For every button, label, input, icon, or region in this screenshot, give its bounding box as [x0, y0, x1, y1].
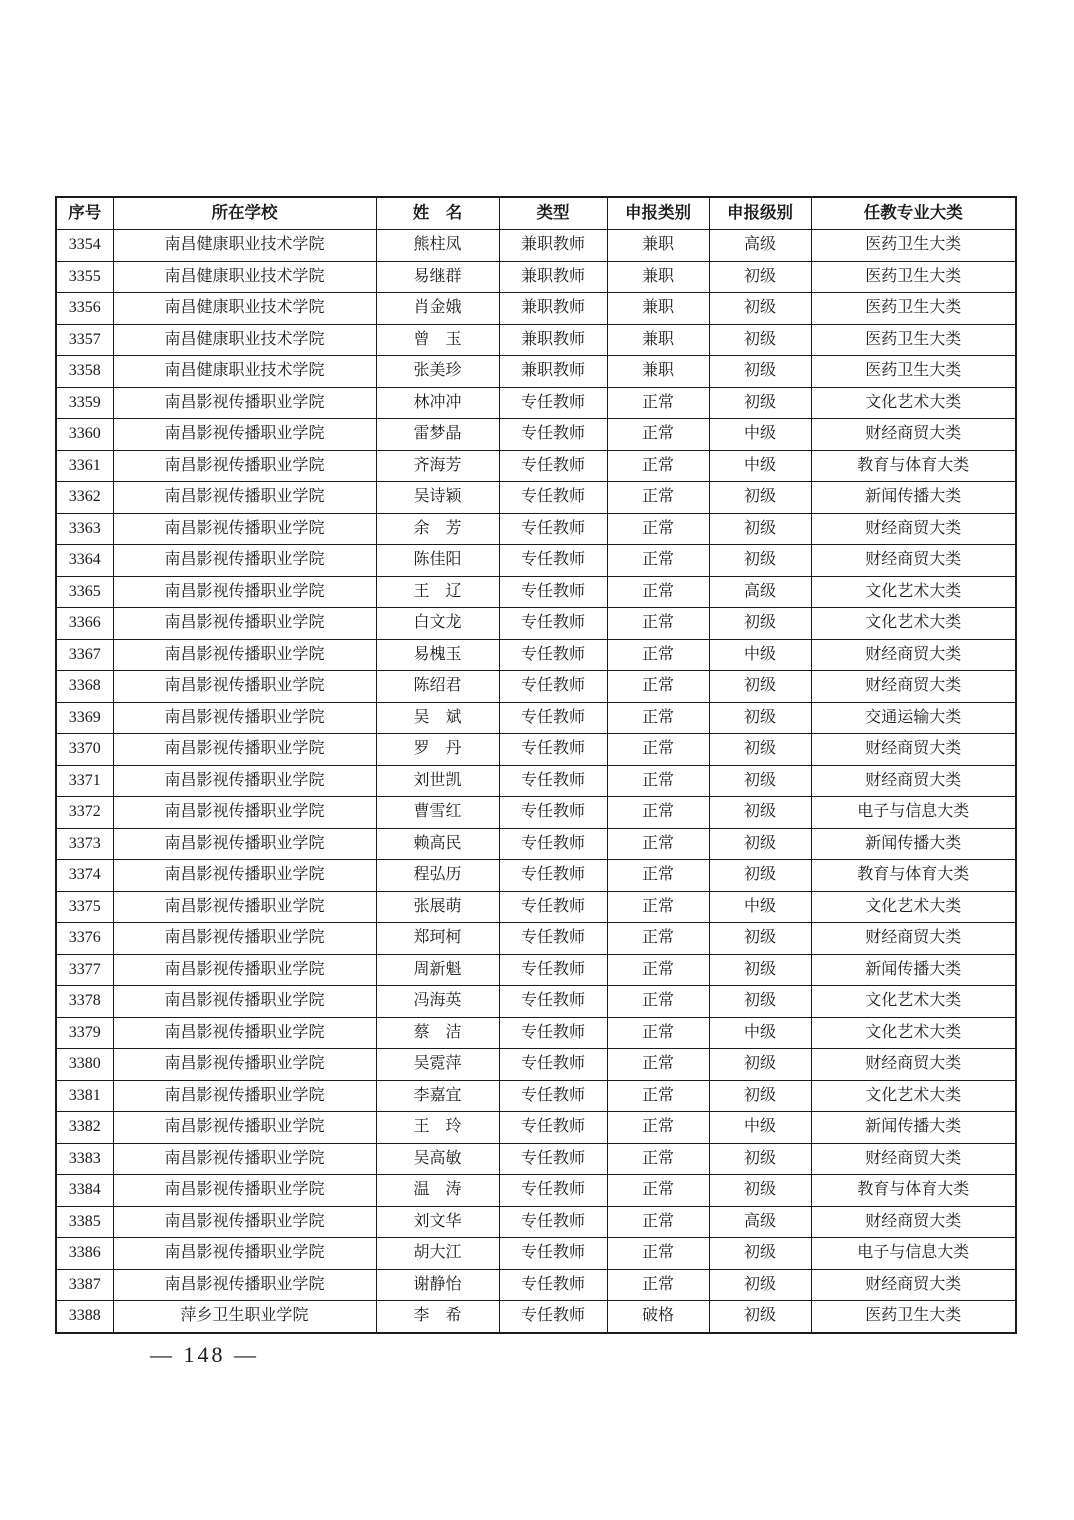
table-cell-0: 3384 — [56, 1175, 113, 1207]
table-cell-6: 文化艺术大类 — [811, 576, 1016, 608]
table-cell-3: 专任教师 — [499, 1080, 607, 1112]
table-cell-5: 高级 — [709, 230, 811, 262]
table-cell-3: 专任教师 — [499, 450, 607, 482]
table-cell-4: 正常 — [607, 1206, 709, 1238]
table-row — [56, 1080, 1016, 1112]
table-cell-6: 财经商贸大类 — [811, 1269, 1016, 1301]
table-cell-4: 正常 — [607, 1175, 709, 1207]
table-cell-5: 中级 — [709, 450, 811, 482]
table-cell-0: 3388 — [56, 1301, 113, 1333]
table-cell-5: 中级 — [709, 1017, 811, 1049]
page-number: — 148 — — [150, 1342, 259, 1367]
table-cell-1: 南昌影视传播职业学院 — [113, 986, 376, 1018]
table-cell-2: 白文龙 — [376, 608, 499, 640]
column-header-6: 任教专业大类 — [811, 197, 1016, 230]
table-cell-6: 电子与信息大类 — [811, 1238, 1016, 1270]
table-row — [56, 765, 1016, 797]
table-cell-5: 初级 — [709, 545, 811, 577]
table-cell-0: 3360 — [56, 419, 113, 451]
table-cell-1: 南昌影视传播职业学院 — [113, 702, 376, 734]
table-cell-1: 南昌影视传播职业学院 — [113, 545, 376, 577]
table-cell-2: 王 玲 — [376, 1112, 499, 1144]
table-row — [56, 356, 1016, 388]
table-cell-0: 3370 — [56, 734, 113, 766]
table-cell-4: 正常 — [607, 734, 709, 766]
table-cell-2: 张美珍 — [376, 356, 499, 388]
table-cell-5: 初级 — [709, 1049, 811, 1081]
table-cell-2: 郑珂柯 — [376, 923, 499, 955]
table-cell-3: 专任教师 — [499, 639, 607, 671]
table-cell-5: 初级 — [709, 765, 811, 797]
table-cell-3: 专任教师 — [499, 860, 607, 892]
table-cell-1: 南昌影视传播职业学院 — [113, 1049, 376, 1081]
table-cell-1: 南昌健康职业技术学院 — [113, 293, 376, 325]
table-cell-0: 3368 — [56, 671, 113, 703]
table-cell-6: 文化艺术大类 — [811, 1017, 1016, 1049]
table-row — [56, 828, 1016, 860]
table-cell-0: 3358 — [56, 356, 113, 388]
table-cell-3: 专任教师 — [499, 986, 607, 1018]
table-cell-2: 刘世凯 — [376, 765, 499, 797]
table-cell-4: 正常 — [607, 702, 709, 734]
table-cell-5: 初级 — [709, 608, 811, 640]
table-cell-1: 南昌健康职业技术学院 — [113, 324, 376, 356]
table-cell-4: 兼职 — [607, 324, 709, 356]
table-cell-5: 初级 — [709, 261, 811, 293]
column-header-1: 所在学校 — [113, 197, 376, 230]
table-cell-5: 初级 — [709, 954, 811, 986]
table-cell-3: 专任教师 — [499, 734, 607, 766]
table-cell-5: 初级 — [709, 1301, 811, 1333]
table-cell-3: 兼职教师 — [499, 230, 607, 262]
table-cell-0: 3383 — [56, 1143, 113, 1175]
table-row — [56, 1017, 1016, 1049]
table-cell-3: 专任教师 — [499, 608, 607, 640]
table-cell-6: 财经商贸大类 — [811, 734, 1016, 766]
table-cell-3: 专任教师 — [499, 797, 607, 829]
table-cell-3: 兼职教师 — [499, 356, 607, 388]
table-cell-3: 专任教师 — [499, 828, 607, 860]
table-cell-6: 财经商贸大类 — [811, 923, 1016, 955]
table-cell-4: 正常 — [607, 891, 709, 923]
table-cell-3: 专任教师 — [499, 419, 607, 451]
table-cell-3: 兼职教师 — [499, 293, 607, 325]
table-cell-3: 专任教师 — [499, 513, 607, 545]
table-row — [56, 1112, 1016, 1144]
table-cell-5: 高级 — [709, 576, 811, 608]
table-cell-6: 医药卫生大类 — [811, 1301, 1016, 1333]
table-cell-2: 李嘉宜 — [376, 1080, 499, 1112]
table-cell-5: 初级 — [709, 828, 811, 860]
table-cell-2: 刘文华 — [376, 1206, 499, 1238]
table-cell-1: 南昌影视传播职业学院 — [113, 576, 376, 608]
table-cell-2: 陈绍君 — [376, 671, 499, 703]
table-cell-2: 吴霓萍 — [376, 1049, 499, 1081]
table-cell-3: 专任教师 — [499, 891, 607, 923]
table-cell-6: 新闻传播大类 — [811, 828, 1016, 860]
table-cell-3: 专任教师 — [499, 1175, 607, 1207]
table-cell-5: 初级 — [709, 324, 811, 356]
table-cell-6: 新闻传播大类 — [811, 482, 1016, 514]
table-cell-2: 林冲冲 — [376, 387, 499, 419]
table-cell-2: 谢静怡 — [376, 1269, 499, 1301]
column-header-4: 申报类别 — [607, 197, 709, 230]
table-row — [56, 1238, 1016, 1270]
table-cell-5: 初级 — [709, 702, 811, 734]
table-cell-1: 南昌影视传播职业学院 — [113, 1206, 376, 1238]
table-cell-0: 3386 — [56, 1238, 113, 1270]
table-cell-5: 初级 — [709, 923, 811, 955]
table-cell-2: 易槐玉 — [376, 639, 499, 671]
table-cell-2: 陈佳阳 — [376, 545, 499, 577]
table-cell-6: 财经商贸大类 — [811, 1049, 1016, 1081]
table-cell-6: 医药卫生大类 — [811, 293, 1016, 325]
table-cell-5: 初级 — [709, 356, 811, 388]
table-cell-1: 南昌影视传播职业学院 — [113, 639, 376, 671]
table-cell-2: 吴 斌 — [376, 702, 499, 734]
table-row — [56, 671, 1016, 703]
table-cell-3: 专任教师 — [499, 1112, 607, 1144]
table-cell-4: 正常 — [607, 986, 709, 1018]
table-cell-4: 正常 — [607, 513, 709, 545]
table-row — [56, 450, 1016, 482]
table-cell-6: 医药卫生大类 — [811, 356, 1016, 388]
table-cell-1: 南昌健康职业技术学院 — [113, 230, 376, 262]
column-header-0: 序号 — [56, 197, 113, 230]
table-cell-1: 南昌影视传播职业学院 — [113, 954, 376, 986]
table-cell-5: 初级 — [709, 513, 811, 545]
table-cell-0: 3375 — [56, 891, 113, 923]
table-cell-6: 文化艺术大类 — [811, 1080, 1016, 1112]
table-cell-0: 3372 — [56, 797, 113, 829]
table-cell-5: 初级 — [709, 1175, 811, 1207]
table-cell-4: 正常 — [607, 387, 709, 419]
table-cell-4: 兼职 — [607, 293, 709, 325]
table-cell-1: 南昌影视传播职业学院 — [113, 1269, 376, 1301]
table-cell-2: 周新魁 — [376, 954, 499, 986]
table-cell-1: 南昌影视传播职业学院 — [113, 828, 376, 860]
table-cell-4: 兼职 — [607, 230, 709, 262]
table-cell-3: 专任教师 — [499, 702, 607, 734]
table-cell-2: 张展萌 — [376, 891, 499, 923]
table-cell-4: 正常 — [607, 482, 709, 514]
table-row — [56, 419, 1016, 451]
table-cell-4: 正常 — [607, 1112, 709, 1144]
table-row — [56, 1301, 1016, 1333]
table-cell-5: 初级 — [709, 734, 811, 766]
table-cell-4: 正常 — [607, 1017, 709, 1049]
table-cell-4: 正常 — [607, 671, 709, 703]
table-cell-4: 正常 — [607, 1080, 709, 1112]
table-cell-3: 兼职教师 — [499, 261, 607, 293]
table-cell-1: 南昌影视传播职业学院 — [113, 419, 376, 451]
table-cell-6: 财经商贸大类 — [811, 419, 1016, 451]
table-cell-1: 南昌影视传播职业学院 — [113, 482, 376, 514]
table-row — [56, 1143, 1016, 1175]
table-row — [56, 891, 1016, 923]
table-cell-4: 正常 — [607, 608, 709, 640]
table-cell-5: 高级 — [709, 1206, 811, 1238]
table-cell-5: 初级 — [709, 1269, 811, 1301]
table-cell-0: 3381 — [56, 1080, 113, 1112]
table-cell-0: 3362 — [56, 482, 113, 514]
table-cell-1: 南昌影视传播职业学院 — [113, 608, 376, 640]
table-cell-1: 南昌健康职业技术学院 — [113, 261, 376, 293]
table-cell-6: 文化艺术大类 — [811, 891, 1016, 923]
teacher-roster-table — [55, 196, 1017, 1334]
table-cell-2: 肖金娥 — [376, 293, 499, 325]
table-cell-6: 交通运输大类 — [811, 702, 1016, 734]
table-cell-0: 3357 — [56, 324, 113, 356]
table-cell-4: 正常 — [607, 450, 709, 482]
table-cell-6: 财经商贸大类 — [811, 639, 1016, 671]
table-cell-6: 教育与体育大类 — [811, 860, 1016, 892]
table-cell-4: 兼职 — [607, 261, 709, 293]
table-cell-3: 专任教师 — [499, 1301, 607, 1333]
table-cell-1: 南昌影视传播职业学院 — [113, 387, 376, 419]
table-cell-4: 正常 — [607, 545, 709, 577]
table-cell-6: 财经商贸大类 — [811, 1143, 1016, 1175]
table-cell-2: 易继群 — [376, 261, 499, 293]
table-cell-5: 初级 — [709, 482, 811, 514]
table-row — [56, 1269, 1016, 1301]
table-cell-2: 齐海芳 — [376, 450, 499, 482]
table-cell-6: 医药卫生大类 — [811, 230, 1016, 262]
table-cell-6: 财经商贸大类 — [811, 545, 1016, 577]
table-row — [56, 482, 1016, 514]
table-row — [56, 545, 1016, 577]
table-cell-2: 吴高敏 — [376, 1143, 499, 1175]
table-row — [56, 1175, 1016, 1207]
table-row — [56, 860, 1016, 892]
column-header-3: 类型 — [499, 197, 607, 230]
table-header — [56, 197, 1016, 230]
table-cell-3: 专任教师 — [499, 1049, 607, 1081]
table-row — [56, 734, 1016, 766]
table-cell-4: 正常 — [607, 1238, 709, 1270]
table-cell-5: 初级 — [709, 860, 811, 892]
table-cell-6: 医药卫生大类 — [811, 324, 1016, 356]
table-body — [56, 230, 1016, 1333]
table-cell-3: 专任教师 — [499, 1017, 607, 1049]
table-cell-4: 正常 — [607, 860, 709, 892]
table-cell-0: 3371 — [56, 765, 113, 797]
table-cell-2: 程弘历 — [376, 860, 499, 892]
table-cell-1: 南昌影视传播职业学院 — [113, 1017, 376, 1049]
table-cell-2: 熊柱凤 — [376, 230, 499, 262]
table-cell-0: 3359 — [56, 387, 113, 419]
table-cell-4: 正常 — [607, 923, 709, 955]
table-row — [56, 1206, 1016, 1238]
table-cell-0: 3378 — [56, 986, 113, 1018]
table-cell-6: 财经商贸大类 — [811, 513, 1016, 545]
table-cell-5: 初级 — [709, 1080, 811, 1112]
table-cell-1: 南昌影视传播职业学院 — [113, 923, 376, 955]
table-cell-1: 南昌影视传播职业学院 — [113, 671, 376, 703]
table-cell-4: 兼职 — [607, 356, 709, 388]
table-cell-0: 3387 — [56, 1269, 113, 1301]
table-cell-5: 中级 — [709, 1112, 811, 1144]
table-cell-4: 正常 — [607, 1269, 709, 1301]
table-cell-0: 3355 — [56, 261, 113, 293]
table-cell-6: 文化艺术大类 — [811, 387, 1016, 419]
table-cell-1: 南昌影视传播职业学院 — [113, 1143, 376, 1175]
table-cell-0: 3380 — [56, 1049, 113, 1081]
table-cell-6: 财经商贸大类 — [811, 1206, 1016, 1238]
table-row — [56, 293, 1016, 325]
table-cell-0: 3373 — [56, 828, 113, 860]
table-cell-5: 初级 — [709, 986, 811, 1018]
table-cell-4: 正常 — [607, 797, 709, 829]
table-cell-1: 南昌影视传播职业学院 — [113, 513, 376, 545]
table-row — [56, 261, 1016, 293]
table-cell-3: 兼职教师 — [499, 324, 607, 356]
table-row — [56, 954, 1016, 986]
table-cell-0: 3376 — [56, 923, 113, 955]
table-cell-2: 冯海英 — [376, 986, 499, 1018]
table-cell-4: 正常 — [607, 576, 709, 608]
table-cell-1: 南昌影视传播职业学院 — [113, 860, 376, 892]
table-cell-2: 李 希 — [376, 1301, 499, 1333]
table-cell-3: 专任教师 — [499, 576, 607, 608]
table-cell-6: 教育与体育大类 — [811, 450, 1016, 482]
table-cell-3: 专任教师 — [499, 765, 607, 797]
table-row — [56, 923, 1016, 955]
table-cell-2: 曾 玉 — [376, 324, 499, 356]
table-cell-3: 专任教师 — [499, 1206, 607, 1238]
table-cell-6: 新闻传播大类 — [811, 1112, 1016, 1144]
table-cell-5: 初级 — [709, 1238, 811, 1270]
table-cell-1: 南昌影视传播职业学院 — [113, 1080, 376, 1112]
table-cell-6: 文化艺术大类 — [811, 608, 1016, 640]
table-cell-5: 中级 — [709, 891, 811, 923]
table-cell-4: 破格 — [607, 1301, 709, 1333]
table-cell-6: 教育与体育大类 — [811, 1175, 1016, 1207]
table-cell-6: 医药卫生大类 — [811, 261, 1016, 293]
table-cell-2: 赖高民 — [376, 828, 499, 860]
table-cell-4: 正常 — [607, 828, 709, 860]
table-cell-5: 初级 — [709, 387, 811, 419]
table-cell-3: 专任教师 — [499, 545, 607, 577]
table-cell-0: 3385 — [56, 1206, 113, 1238]
table-cell-2: 雷梦晶 — [376, 419, 499, 451]
table-row — [56, 702, 1016, 734]
table-cell-5: 初级 — [709, 671, 811, 703]
table-cell-3: 专任教师 — [499, 923, 607, 955]
column-header-5: 申报级别 — [709, 197, 811, 230]
table-cell-3: 专任教师 — [499, 1269, 607, 1301]
table-cell-1: 南昌影视传播职业学院 — [113, 450, 376, 482]
table-cell-6: 新闻传播大类 — [811, 954, 1016, 986]
table-cell-0: 3365 — [56, 576, 113, 608]
table-cell-1: 萍乡卫生职业学院 — [113, 1301, 376, 1333]
table-cell-2: 胡大江 — [376, 1238, 499, 1270]
table-cell-2: 吴诗颖 — [376, 482, 499, 514]
table-cell-4: 正常 — [607, 954, 709, 986]
table-cell-0: 3363 — [56, 513, 113, 545]
table-row — [56, 1049, 1016, 1081]
table-row — [56, 513, 1016, 545]
table-cell-2: 王 辽 — [376, 576, 499, 608]
table-cell-3: 专任教师 — [499, 954, 607, 986]
table-cell-0: 3377 — [56, 954, 113, 986]
column-header-2: 姓 名 — [376, 197, 499, 230]
table-cell-0: 3374 — [56, 860, 113, 892]
table-cell-4: 正常 — [607, 765, 709, 797]
table-row — [56, 797, 1016, 829]
table-cell-1: 南昌影视传播职业学院 — [113, 891, 376, 923]
table-cell-4: 正常 — [607, 419, 709, 451]
table-cell-0: 3369 — [56, 702, 113, 734]
table-cell-0: 3379 — [56, 1017, 113, 1049]
table-row — [56, 986, 1016, 1018]
table-cell-4: 正常 — [607, 1049, 709, 1081]
table-cell-6: 财经商贸大类 — [811, 765, 1016, 797]
table-cell-1: 南昌影视传播职业学院 — [113, 734, 376, 766]
table-cell-0: 3361 — [56, 450, 113, 482]
table-cell-3: 专任教师 — [499, 1143, 607, 1175]
table-cell-2: 余 芳 — [376, 513, 499, 545]
table-row — [56, 639, 1016, 671]
table-cell-6: 电子与信息大类 — [811, 797, 1016, 829]
table-cell-1: 南昌影视传播职业学院 — [113, 1238, 376, 1270]
table-cell-4: 正常 — [607, 1143, 709, 1175]
table-cell-2: 曹雪红 — [376, 797, 499, 829]
table-cell-1: 南昌影视传播职业学院 — [113, 1112, 376, 1144]
table-cell-2: 温 涛 — [376, 1175, 499, 1207]
table-cell-3: 专任教师 — [499, 387, 607, 419]
table-cell-0: 3354 — [56, 230, 113, 262]
table-cell-5: 中级 — [709, 419, 811, 451]
table-cell-5: 初级 — [709, 293, 811, 325]
table-row — [56, 387, 1016, 419]
table-row — [56, 608, 1016, 640]
table-cell-3: 专任教师 — [499, 1238, 607, 1270]
table-cell-5: 初级 — [709, 797, 811, 829]
table-cell-1: 南昌影视传播职业学院 — [113, 1175, 376, 1207]
table-cell-6: 文化艺术大类 — [811, 986, 1016, 1018]
table-cell-1: 南昌影视传播职业学院 — [113, 765, 376, 797]
table-cell-4: 正常 — [607, 639, 709, 671]
table-row — [56, 230, 1016, 262]
table-cell-0: 3356 — [56, 293, 113, 325]
table-header-row — [56, 197, 1016, 230]
table-row — [56, 324, 1016, 356]
table-cell-3: 专任教师 — [499, 671, 607, 703]
table-cell-5: 初级 — [709, 1143, 811, 1175]
table-cell-3: 专任教师 — [499, 482, 607, 514]
table-cell-0: 3367 — [56, 639, 113, 671]
table-cell-0: 3364 — [56, 545, 113, 577]
table-cell-0: 3366 — [56, 608, 113, 640]
table-cell-0: 3382 — [56, 1112, 113, 1144]
table-cell-5: 中级 — [709, 639, 811, 671]
table-cell-1: 南昌影视传播职业学院 — [113, 797, 376, 829]
table-cell-2: 罗 丹 — [376, 734, 499, 766]
table-row — [56, 576, 1016, 608]
table-cell-2: 蔡 洁 — [376, 1017, 499, 1049]
table-cell-1: 南昌健康职业技术学院 — [113, 356, 376, 388]
table-cell-6: 财经商贸大类 — [811, 671, 1016, 703]
